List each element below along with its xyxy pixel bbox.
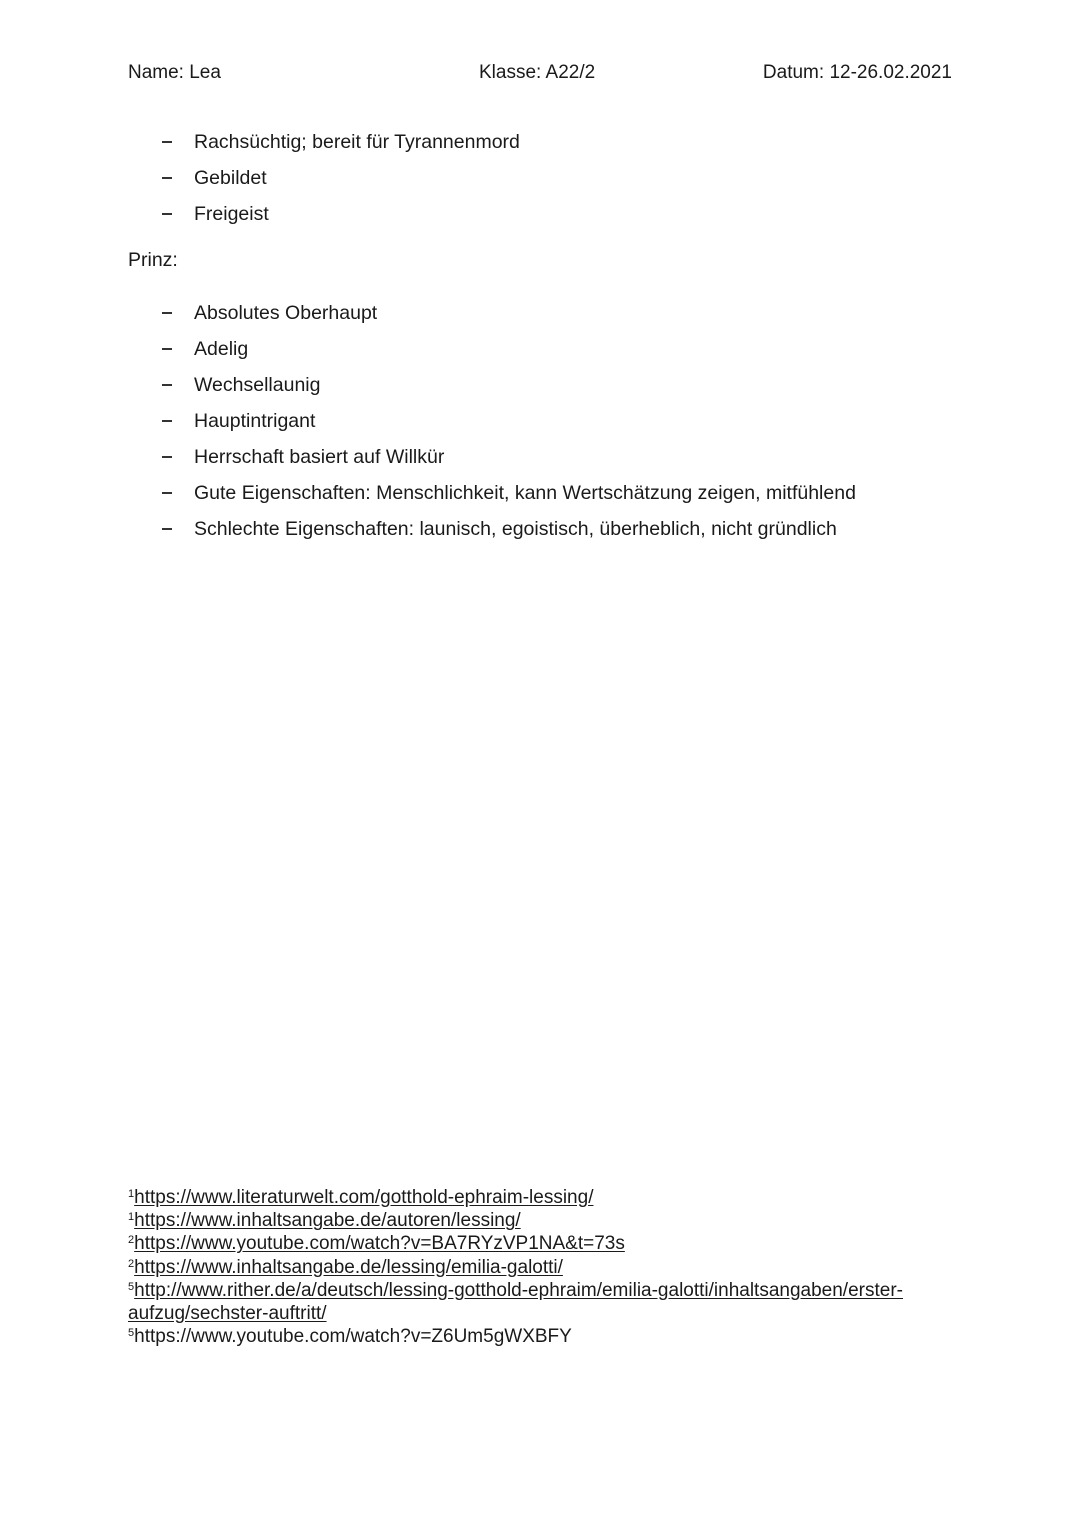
footnote-link[interactable]: https://www.inhaltsangabe.de/lessing/emilia-galotti/ xyxy=(134,1256,563,1278)
list-item-text: Rachsüchtig; bereit für Tyrannenmord xyxy=(194,131,520,153)
footnote-number: 2 xyxy=(128,1234,135,1247)
list-item xyxy=(128,295,948,331)
list-item-text: Absolutes Oberhaupt xyxy=(194,302,378,324)
list-item-text: Freigeist xyxy=(194,203,269,225)
footnote-number: 5 xyxy=(128,1280,135,1293)
list-item-text: Hauptintrigant xyxy=(194,410,316,432)
trait-list-top xyxy=(128,124,948,232)
footnote-text: https://www.youtube.com/watch?v=Z6Um5gWXBFY xyxy=(134,1326,572,1348)
footnote-link[interactable]: https://www.inhaltsangabe.de/autoren/lessing/ xyxy=(134,1210,521,1232)
dash-bullet-icon xyxy=(162,420,172,422)
dash-bullet-icon xyxy=(162,384,172,386)
dash-bullet-icon xyxy=(162,312,172,314)
header-name: Name: Lea xyxy=(128,62,221,83)
dash-bullet-icon xyxy=(162,141,172,143)
footnote-number: 2 xyxy=(128,1257,135,1270)
dash-bullet-icon xyxy=(162,213,172,215)
footnote xyxy=(128,1256,958,1279)
footnotes xyxy=(128,1186,958,1348)
trait-list-prinz xyxy=(128,295,948,547)
footnote-link[interactable]: http://www.rither.de/a/deutsch/lessing-gotthold-ephraim/emilia-galotti/inhaltsangaben/erster- xyxy=(134,1279,903,1301)
footnote-link[interactable]: https://www.youtube.com/watch?v=BA7RYzVP1NA&t=73s xyxy=(134,1233,625,1255)
header-datum: Datum: 12-26.02.2021 xyxy=(762,62,952,83)
footnote xyxy=(128,1279,958,1302)
dash-bullet-icon xyxy=(162,492,172,494)
list-item xyxy=(128,403,948,439)
page-header xyxy=(128,62,952,90)
footnote-continuation xyxy=(128,1302,958,1325)
footnote xyxy=(128,1325,958,1348)
list-item xyxy=(128,196,948,232)
list-item xyxy=(128,367,948,403)
list-item xyxy=(128,160,948,196)
header-klasse: Klasse: A22/2 xyxy=(479,62,596,83)
footnote-number: 5 xyxy=(128,1327,135,1340)
list-item-text: Herrschaft basiert auf Willkür xyxy=(194,446,445,468)
footnote-link[interactable]: https://www.literaturwelt.com/gotthold-ephraim-lessing/ xyxy=(134,1187,594,1208)
list-item-text: Gebildet xyxy=(194,167,267,189)
footnote xyxy=(128,1232,958,1255)
list-item xyxy=(128,124,948,160)
dash-bullet-icon xyxy=(162,177,172,179)
footnote xyxy=(128,1186,958,1209)
dash-bullet-icon xyxy=(162,348,172,350)
list-item-text: Schlechte Eigenschaften: launisch, egoistisch, überheblich, nicht gründlich xyxy=(194,518,837,540)
prinz-heading: Prinz: xyxy=(128,249,178,271)
list-item-text: Wechsellaunig xyxy=(194,374,321,396)
list-item xyxy=(128,331,948,367)
list-item xyxy=(128,439,948,475)
footnote xyxy=(128,1209,958,1232)
list-item xyxy=(128,475,948,511)
footnote-number: 1 xyxy=(128,1188,135,1200)
list-item-text: Adelig xyxy=(194,338,249,360)
footnote-link-continuation[interactable]: aufzug/sechster-auftritt/ xyxy=(128,1303,327,1325)
list-item xyxy=(128,511,948,547)
list-item-text: Gute Eigenschaften: Menschlichkeit, kann Wertschätzung zeigen, mitfühlend xyxy=(194,482,856,504)
dash-bullet-icon xyxy=(162,456,172,458)
dash-bullet-icon xyxy=(162,528,172,530)
footnote-number: 1 xyxy=(128,1211,135,1224)
